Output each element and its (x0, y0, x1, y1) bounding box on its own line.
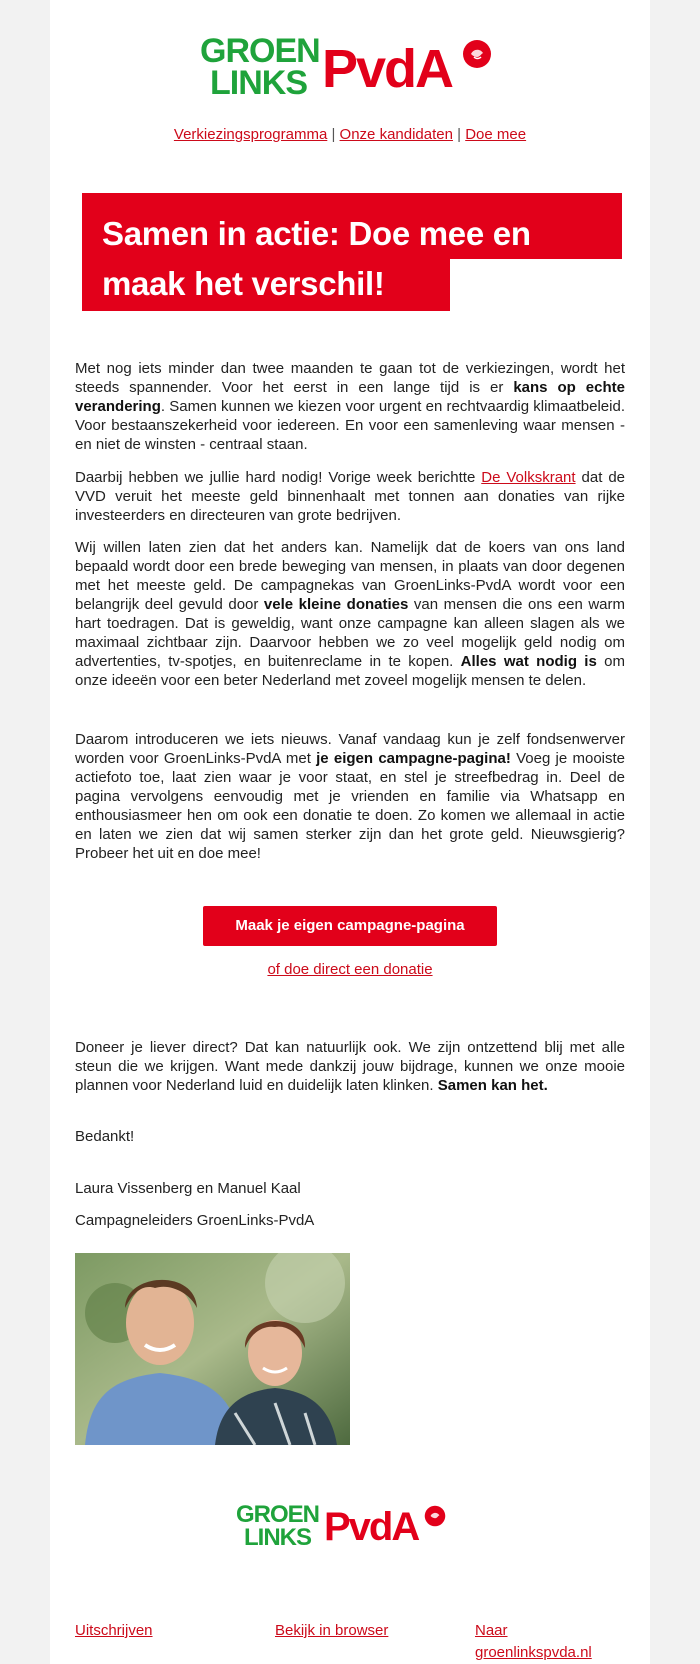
text: Wij willen laten zien dat het anders kan. Namelijk dat de koers van ons land bepaald wordt door een brede beweging van mensen, in plaats van door degenen met het meeste geld. De campagnekas van GroenLinks-PvdA wordt voor een belangrijk deel gevuld door (75, 539, 625, 613)
hero-title-line1: Samen in actie: Doe mee en (102, 215, 531, 252)
email-card (50, 0, 650, 1664)
nav-link-doe-mee[interactable]: Doe mee (465, 126, 527, 143)
text: . Samen kunnen we kiezen voor urgent en rechtvaardig klimaatbeleid. Voor bestaanszekerheid voor iedereen. En voor een samenleving waar mensen - en niet de winsten - centraal staan. (75, 398, 625, 453)
hero-title (102, 209, 622, 309)
thanks-text: Bedankt! (75, 1128, 135, 1145)
footer-logo-pvda-text: PvdA (324, 1505, 419, 1549)
text: Met nog iets minder dan twee maanden te gaan tot de verkiezingen, wordt het steeds spannender. Voor het eerst in een lange tijd is er (75, 360, 625, 396)
footer-site-link[interactable] (475, 1620, 592, 1664)
footer-logo-links-text: LINKS (244, 1524, 311, 1551)
text-bold: je eigen campagne-pagina! (316, 750, 511, 767)
volkskrant-link[interactable]: De Volkskrant (481, 469, 576, 486)
text-bold: kans op echte verandering (75, 379, 625, 415)
footer-site-link-line2[interactable]: groenlinkspvda.nl (475, 1644, 592, 1661)
footer-logo-groen-text: GROEN (236, 1501, 320, 1528)
brand-logo[interactable] (200, 32, 500, 105)
photo-illustration (75, 1253, 350, 1445)
text: dat de VVD veruit het meeste geld binnenhaalt met tonnen aan donaties van rijke investeerders en directeuren van grote bedrijven. (75, 469, 626, 524)
text: om onze ideeën voor een beter Nederland met zoveel mogelijk mensen te delen. (75, 653, 625, 689)
text-bold: Samen kan het. (437, 1077, 548, 1094)
footer-unsubscribe-link[interactable]: Uitschrijven (75, 1622, 153, 1639)
hero-title-line2: maak het verschil! (102, 265, 385, 302)
footer-rose-icon (424, 1505, 446, 1527)
text: Daarom introduceren we iets nieuws. Vanaf vandaag kun je zelf fondsenwerver worden voor GroenLinks-PvdA met (75, 731, 625, 767)
paragraph-doneer (75, 1038, 625, 1095)
footer-browser-link[interactable]: Bekijk in browser (275, 1622, 389, 1639)
paragraph-campagne-pagina (75, 730, 625, 863)
campaign-leaders-photo (75, 1253, 350, 1445)
text: van mensen die ons een warm hart toedragen. Dat is geweldig, want onze campagne kan alleen slagen als we maximaal zichtbaar zijn. Daarvoor hebben we zo veel mogelijk geld nodig om advertenties, tv-spotjes, en buitenreclame in te kopen. (75, 596, 625, 670)
nav-separator: | (457, 126, 462, 143)
text: Doneer je liever direct? Dat kan natuurlijk ook. We zijn ontzettend blij met alle steun die we krijgen. Want mede dankzij jouw bijdrage, kunnen we onze mooie plannen voor Nederland luid en duidelijk laten klinken. (75, 1039, 625, 1094)
direct-donation-link[interactable]: of doe direct een donatie (267, 961, 433, 978)
signoff-role: Campagneleiders GroenLinks-PvdA (75, 1212, 315, 1229)
logo-groen-text: GROEN (200, 32, 320, 70)
footer-site-link-line1[interactable]: Naar (475, 1622, 508, 1639)
nav-link-programma[interactable]: Verkiezingsprogramma (173, 126, 328, 143)
text-bold: vele kleine donaties (263, 596, 409, 613)
footer-brand-logo[interactable] (236, 1503, 476, 1555)
paragraph-campagnekas (75, 538, 625, 690)
paragraph-volkskrant (75, 468, 625, 525)
nav-link-kandidaten[interactable]: Onze kandidaten (339, 126, 453, 143)
text-bold: Alles wat nodig is (460, 653, 597, 670)
signoff-names: Laura Vissenberg en Manuel Kaal (75, 1180, 301, 1197)
direct-donation-wrap (50, 961, 650, 978)
create-campaign-page-button[interactable]: Maak je eigen campagne-pagina (203, 906, 497, 946)
paragraph-intro (75, 359, 625, 454)
top-nav (50, 126, 650, 143)
nav-separator: | (331, 126, 336, 143)
rose-icon (462, 39, 492, 69)
text: Voeg je mooiste actiefoto toe, laat zien waar je voor staat, en stel je streefbedrag in. Deel de pagina vervolgens eenvoudig met je vrienden en familie via Whatsapp en enthousiasmeer hen om ook een donatie te doen. Zo komen we allemaal in actie en laten we zien dat wij samen sterker zijn dan het grote geld. Nieuwsgierig? Probeer het uit en doe mee! (75, 750, 626, 862)
logo-pvda-text: PvdA (322, 39, 453, 99)
text: Daarbij hebben we jullie hard nodig! Vorige week berichtte (75, 469, 482, 486)
hero-banner (82, 193, 622, 311)
logo-links-text: LINKS (210, 64, 307, 102)
